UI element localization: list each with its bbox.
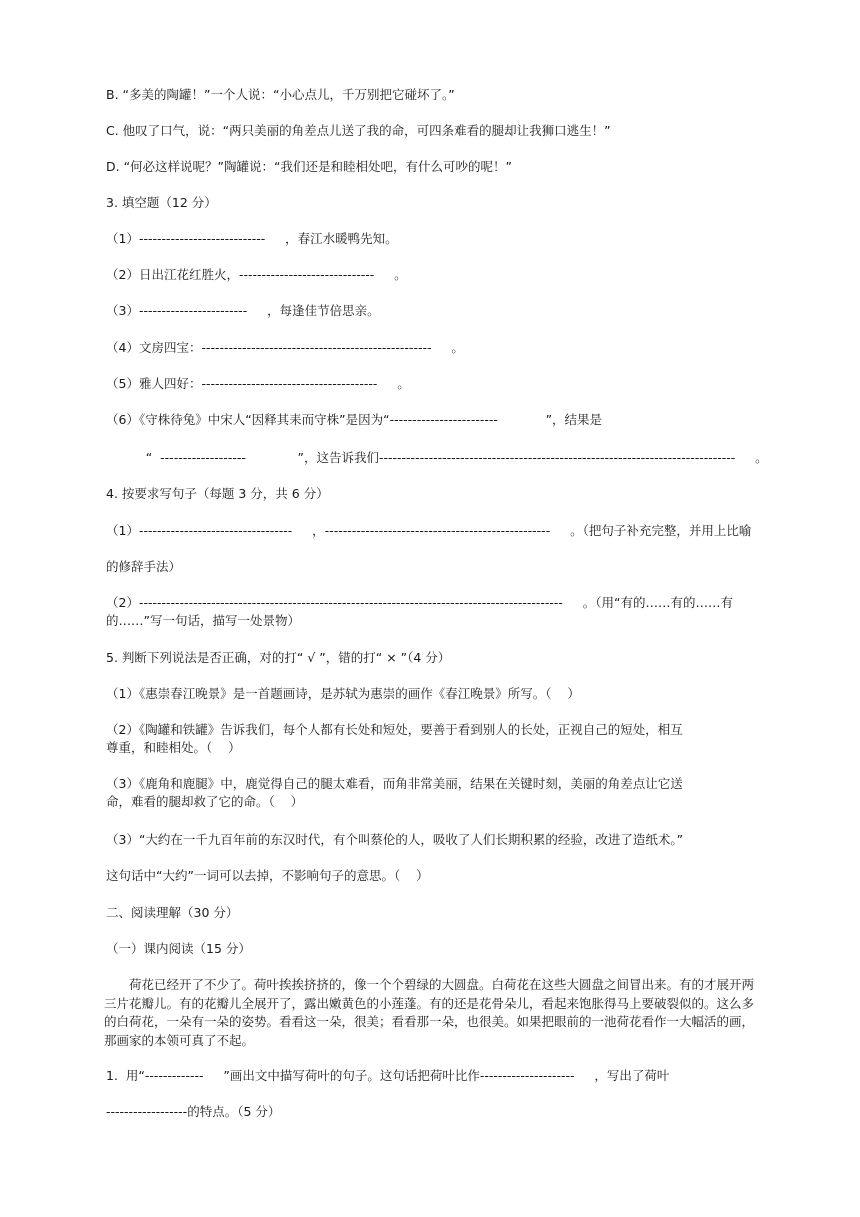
question-5-heading: 5. 判断下列说法是否正确，对的打“ √ ”，错的打“ × ”（4 分） <box>106 650 451 665</box>
section-2-heading: 二、阅读理解（30 分） <box>106 905 239 920</box>
judge-4-line-2: 这句话中“大约”一词可以去掉，不影响句子的意思。（ ） <box>106 868 429 883</box>
fill-blank-3: （3）------------------------ ，每逢佳节倍思亲。 <box>106 303 380 318</box>
judge-4-line-1: （3）“大约在一千九百年前的东汉时代，有个叫蔡伦的人，吸收了人们长期积累的经验，改进了造纸术。” <box>106 832 684 847</box>
judge-2-line-1: （2）《陶罐和铁罐》告诉我们，每个人都有长处和短处，要善于看到别人的长处，正视自己的短处，相互 <box>106 722 683 737</box>
option-c: C. 他叹了口气，说：“两只美丽的角差点儿送了我的命，可四条难看的腿却让我狮口逃生！” <box>106 123 611 138</box>
fill-blank-6-line-1: （6）《守株待兔》中宋人“因释其耒而守株”是因为“------------------------ ”，结果是 <box>106 412 603 427</box>
reading-question-1-line-1: 1. 用“------------- ”画出文中描写荷叶的句子。这句话把荷叶比作--------------------- ，写出了荷叶 <box>106 1068 670 1083</box>
rewrite-1-line-2: 的修辞手法） <box>106 559 182 574</box>
judge-3-line-1: （3）《鹿角和鹿腿》中，鹿觉得自己的腿太难看，而角非常美丽，结果在关键时刻，美丽的角差点让它送 <box>106 776 683 791</box>
rewrite-1-line-1: （1）---------------------------------- ，-------------------------------------------------- 。（把句子补充完整，并用上比喻 <box>106 523 752 538</box>
rewrite-2-line-1: （2）---------------------------------------------------------------------------------------------- 。（用“有的……有的……有 <box>106 595 734 610</box>
fill-blank-6-line-2: “ ------------------- ”，这告诉我们------------------------------------------------------------------------------- 。 <box>106 450 768 465</box>
reading-passage: 荷花已经开了不少了。荷叶挨挨挤挤的，像一个个碧绿的大圆盘。白荷花在这些大圆盘之间冒出来。有的才展开两三片花瓣儿。有的花瓣儿全展开了，露出嫩黄色的小莲蓬。有的还是花骨朵儿，看起来饱胀得马上要破裂似的。这么多的白荷花，一朵有一朵的姿势。看看这一朵，很美；看看那一朵，也很美。如果把眼前的一池荷花看作一大幅活的画，那画家的本领可真了不起。 <box>104 977 755 1048</box>
judge-1: （1）《惠崇春江晚景》是一首题画诗，是苏轼为惠崇的画作《春江晚景》所写。（ ） <box>106 686 580 701</box>
judge-2-line-2: 尊重，和睦相处。（ ） <box>106 740 241 755</box>
fill-blank-4: （4）文房四宝：--------------------------------------------------- 。 <box>106 340 464 355</box>
fill-blank-1: （1）---------------------------- ，春江水暖鸭先知。 <box>106 231 398 246</box>
question-3-heading: 3. 填空题（12 分） <box>106 195 217 210</box>
question-4-heading: 4. 按要求写句子（每题 3 分，共 6 分） <box>106 486 329 501</box>
fill-blank-2: （2）日出江花红胜火，------------------------------ 。 <box>106 267 407 282</box>
reading-question-1-line-2: ------------------的特点。（5 分） <box>106 1104 281 1119</box>
subsection-1-heading: （一）课内阅读（15 分） <box>106 941 251 956</box>
option-d: D. “何必这样说呢？”陶罐说：“我们还是和睦相处吧，有什么可吵的呢！” <box>106 159 512 174</box>
rewrite-2-line-2: 的……”写一句话，描写一处景物） <box>106 613 300 628</box>
option-b: B. “多美的陶罐！”一个人说：“小心点儿，千万别把它碰坏了。” <box>106 87 455 102</box>
judge-3-line-2: 命，难看的腿却救了它的命。（ ） <box>106 794 304 809</box>
fill-blank-5: （5）雅人四好：--------------------------------------- 。 <box>106 376 410 391</box>
